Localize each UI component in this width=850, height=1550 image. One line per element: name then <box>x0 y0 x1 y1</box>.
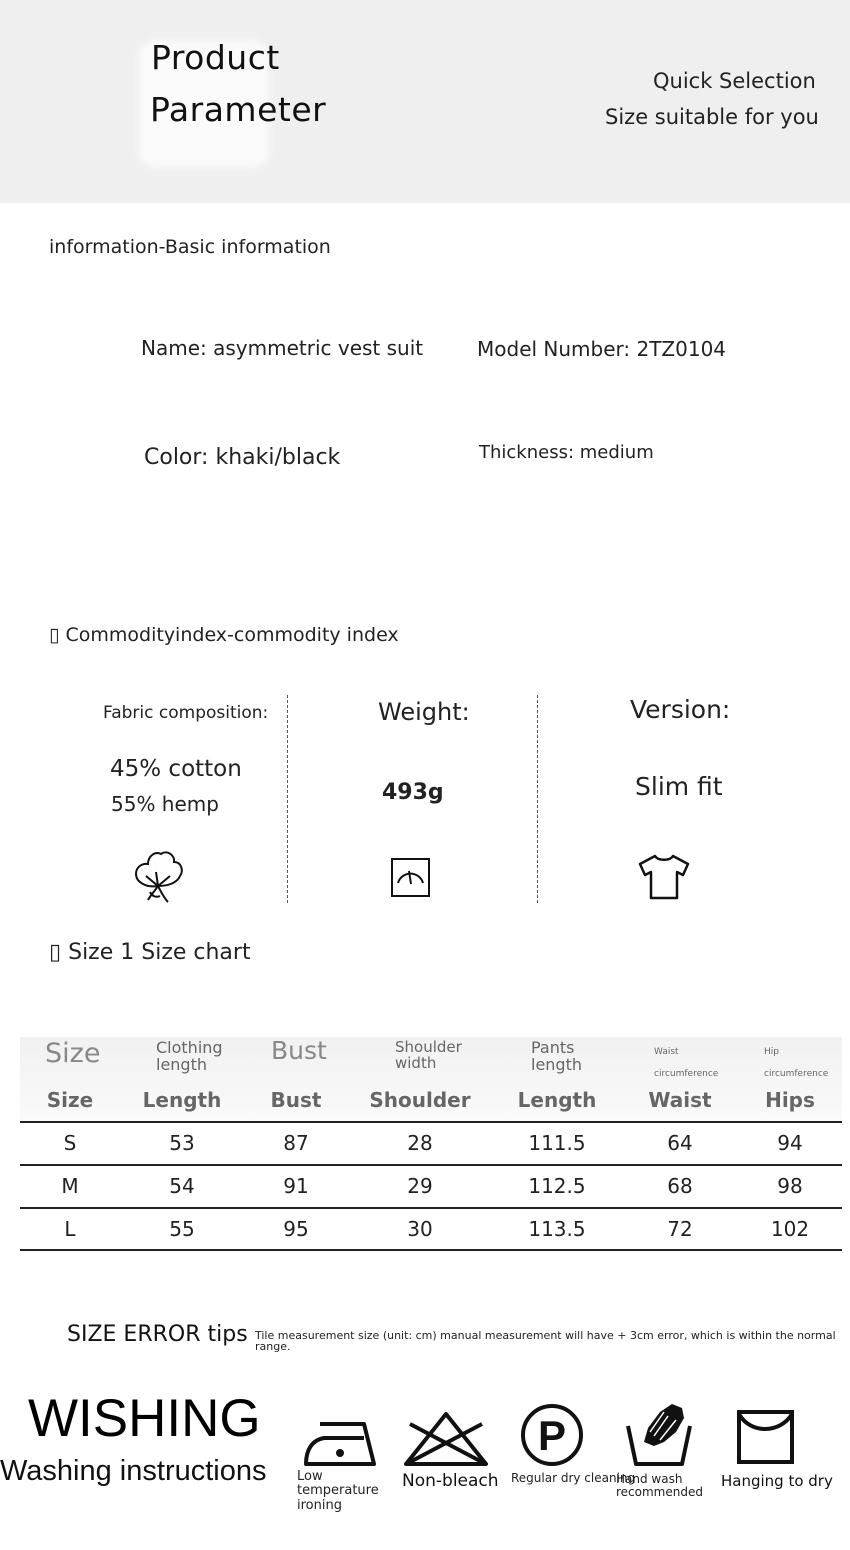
product-color: Color: khaki/black <box>144 445 341 470</box>
table-cell: 72 <box>667 1217 693 1241</box>
washing-big-title: WISHING <box>28 1389 261 1448</box>
table-cell: 29 <box>407 1174 433 1198</box>
product-thickness: Thickness: medium <box>479 442 654 463</box>
fabric-hemp: 55% hemp <box>111 792 219 816</box>
column-divider <box>537 695 538 903</box>
fabric-cotton: 45% cotton <box>110 756 242 782</box>
col-header-shoulder: Shoulder <box>369 1088 471 1112</box>
version-value: Slim fit <box>635 772 723 801</box>
size-chart-section-title: ▯ Size 1 Size chart <box>49 940 251 965</box>
header-banner <box>0 0 850 203</box>
weight-value: 493g <box>382 780 444 805</box>
scale-icon <box>390 857 432 899</box>
table-cell: 98 <box>777 1174 803 1198</box>
table-cell: 28 <box>407 1131 433 1155</box>
iron-label: Low temperature ironing <box>297 1469 379 1513</box>
table-cell: 64 <box>667 1131 693 1155</box>
table-rule <box>20 1249 842 1251</box>
table-cell: 112.5 <box>528 1174 586 1198</box>
col-header-bust: Bust <box>270 1088 322 1112</box>
col-subheader-size: Size <box>45 1038 101 1069</box>
no-bleach-icon <box>402 1410 490 1468</box>
col-subheader-hip: Hip circumference <box>764 1047 829 1079</box>
hang-dry-icon <box>736 1408 796 1466</box>
col-subheader-shoulder-width: Shoulder width <box>395 1038 462 1072</box>
table-cell: 55 <box>169 1217 195 1241</box>
col-subheader-pants-length: Pants length <box>531 1038 582 1074</box>
svg-text:P: P <box>537 1412 567 1459</box>
col-header-waist: Waist <box>648 1088 712 1112</box>
tshirt-icon <box>637 853 691 901</box>
table-cell: L <box>64 1217 76 1241</box>
weight-label: Weight: <box>378 698 470 726</box>
table-cell: 54 <box>169 1174 195 1198</box>
page-title-line2: Parameter <box>150 90 327 129</box>
table-cell: 87 <box>283 1131 309 1155</box>
size-error-text: Tile measurement size (unit: cm) manual measurement will have + 3cm error, which is within the normal range. <box>255 1329 836 1353</box>
col-header-pants-length: Length <box>517 1088 597 1112</box>
column-divider <box>287 695 288 903</box>
table-cell: 91 <box>283 1174 309 1198</box>
table-cell: 94 <box>777 1131 803 1155</box>
col-subheader-bust: Bust <box>271 1036 327 1065</box>
page-title-line1: Product <box>151 38 280 77</box>
table-cell: M <box>61 1174 79 1198</box>
version-label: Version: <box>630 695 731 724</box>
size-suitable-label: Size suitable for you <box>605 105 819 129</box>
basic-info-section-title: information-Basic information <box>49 236 331 258</box>
table-rule <box>20 1164 842 1166</box>
table-cell: 30 <box>407 1217 433 1241</box>
table-rule <box>20 1121 842 1123</box>
table-cell: 113.5 <box>528 1217 586 1241</box>
hand-wash-label: Hand wash recommended <box>616 1472 703 1500</box>
table-cell: 102 <box>770 1217 810 1241</box>
col-header-hips: Hips <box>765 1088 815 1112</box>
model-number: Model Number: 2TZ0104 <box>477 337 727 361</box>
dry-clean-label: Regular dry cleaning <box>511 1471 636 1485</box>
table-rule <box>20 1207 842 1209</box>
col-header-length: Length <box>142 1088 222 1112</box>
col-header-size: Size <box>46 1088 94 1112</box>
commodity-index-section-title: ▯ Commodityindex-commodity index <box>49 624 399 646</box>
table-cell: 111.5 <box>528 1131 586 1155</box>
col-subheader-clothing-length: Clothing length <box>156 1038 223 1074</box>
table-cell: 95 <box>283 1217 309 1241</box>
hand-wash-icon <box>624 1402 694 1468</box>
dry-clean-icon <box>520 1403 584 1467</box>
col-subheader-waist: Waist circumference <box>654 1047 719 1079</box>
fabric-label: Fabric composition: <box>103 703 269 723</box>
iron-icon <box>302 1418 378 1468</box>
no-bleach-label: Non-bleach <box>402 1471 499 1491</box>
table-cell: 53 <box>169 1131 195 1155</box>
hang-dry-label: Hanging to dry <box>721 1472 833 1490</box>
washing-subtitle: Washing instructions <box>0 1455 267 1487</box>
cotton-flower-icon <box>128 848 188 906</box>
table-cell: 68 <box>667 1174 693 1198</box>
product-name: Name: asymmetric vest suit <box>141 336 424 360</box>
size-error-title: SIZE ERROR tips <box>67 1322 248 1347</box>
quick-selection-label: Quick Selection <box>653 69 816 93</box>
table-cell: S <box>63 1131 77 1155</box>
